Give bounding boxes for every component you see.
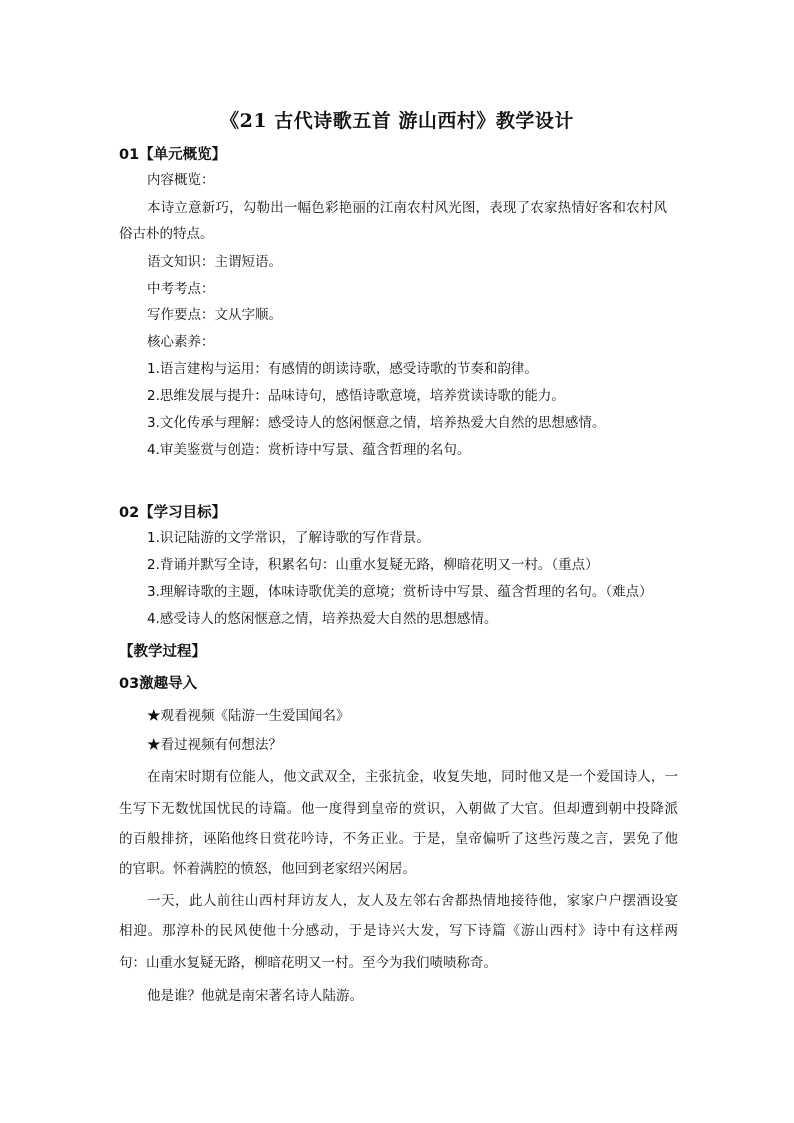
section-heading: 02【学习目标】 (119, 505, 227, 521)
text-line: 3.理解诗歌的主题，体味诗歌优美的意境；赏析诗中写景、蕴含哲理的名句。（难点） (147, 584, 653, 600)
text-line: 他是谁？他就是南宋著名诗人陆游。 (147, 988, 363, 1004)
text-line: 1.识记陆游的文学常识，了解诗歌的写作背景。 (147, 530, 430, 546)
text-line: 的官职。怀着满腔的愤怒，他回到老家绍兴闲居。 (119, 861, 416, 877)
text-line: 4.审美鉴赏与创造：赏析诗中写景、蕴含哲理的名句。 (147, 442, 471, 458)
text-line: 写作要点：文从字顺。 (147, 307, 282, 323)
text-line: 句：山重水复疑无路，柳暗花明又一村。至今为我们啧啧称奇。 (119, 955, 497, 971)
text-line: 本诗立意新巧，勾勒出一幅色彩艳丽的江南农村风光图，表现了农家热情好客和农村风 (147, 200, 667, 216)
section-heading: 【教学过程】 (119, 644, 206, 660)
text-line: 2.思维发展与提升：品味诗句，感悟诗歌意境，培养赏读诗歌的能力。 (147, 388, 565, 404)
text-line: 1.语言建构与运用：有感情的朗读诗歌，感受诗歌的节奏和韵律。 (147, 361, 538, 377)
text-line: ★看过视频有何想法？ (147, 737, 282, 753)
text-line: 2.背诵并默写全诗，积累名句：山重水复疑无路，柳暗花明又一村。（重点） (147, 557, 599, 573)
text-line: 核心素养： (147, 334, 215, 350)
text-line: 中考考点： (147, 281, 215, 297)
section-heading: 03激趣导入 (119, 676, 198, 692)
page-title: 《21 古代诗歌五首 游山西村》教学设计 (220, 110, 574, 132)
text-line: 在南宋时期有位能人，他文武双全，主张抗金，收复失地，同时他又是一个爱国诗人，一 (147, 769, 678, 785)
text-line: ★观看视频《陆游一生爱国闻名》 (147, 708, 350, 724)
text-line: 生写下无数忧国忧民的诗篇。他一度得到皇帝的赏识，入朝做了大官。但却遭到朝中投降派 (119, 801, 678, 817)
text-line: 内容概览： (147, 172, 215, 188)
text-line: 一天，此人前往山西村拜访友人，友人及左邻右舍都热情地接待他，家家户户摆酒设宴 (147, 893, 678, 909)
text-line: 的百般排挤，诬陷他终日赏花吟诗，不务正业。于是，皇帝偏听了这些污蔑之言，罢免了他 (119, 831, 678, 847)
text-line: 3.文化传承与理解：感受诗人的悠闲惬意之情，培养热爱大自然的思想感情。 (147, 415, 606, 431)
text-line: 相迎。那淳朴的民风使他十分感动，于是诗兴大发，写下诗篇《游山西村》诗中有这样两 (119, 923, 678, 939)
section-heading: 01【单元概览】 (119, 147, 227, 163)
text-line: 语文知识：主谓短语。 (147, 254, 282, 270)
text-line: 俗古朴的特点。 (119, 226, 214, 242)
text-line: 4.感受诗人的悠闲惬意之情，培养热爱大自然的思想感情。 (147, 611, 498, 627)
